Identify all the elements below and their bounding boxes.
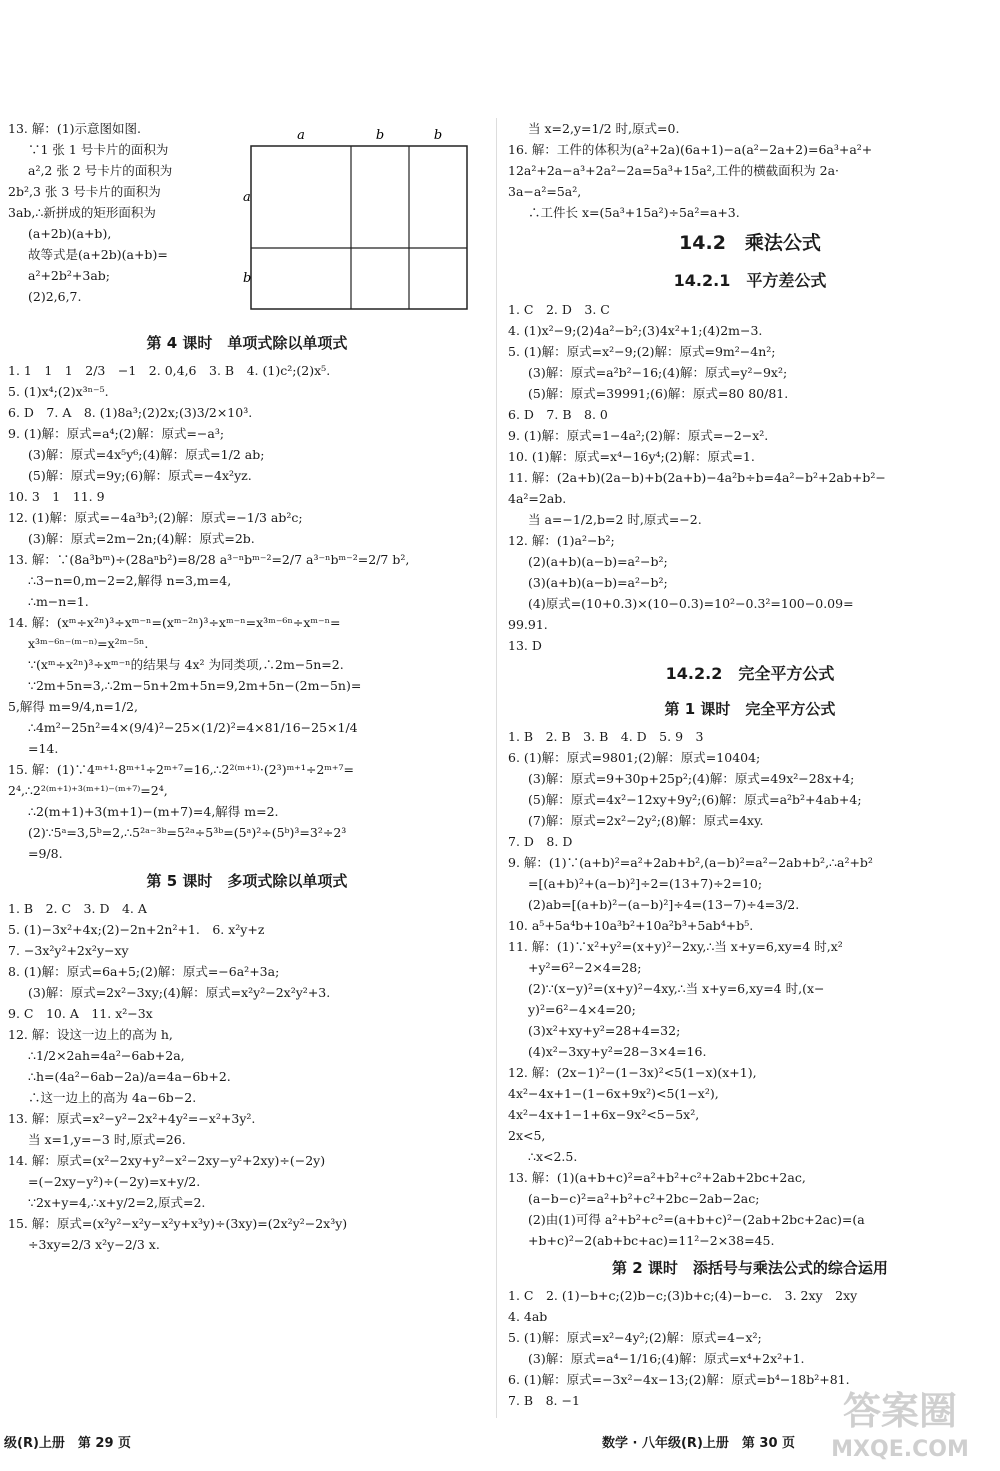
answer-line: ∴工件长 x=(5a³+15a²)÷5a²=a+3.: [528, 205, 740, 220]
answer-line: 9. (1)解：原式=a⁴;(2)解：原式=−a³;: [8, 426, 225, 441]
answer-line: (4)原式=(10+0.3)×(10−0.3)=10²−0.3²=100−0.09=: [528, 596, 854, 611]
answer-line: (7)解：原式=2x²−2y²;(8)解：原式=4xy.: [528, 813, 764, 828]
answer-line: (3)解：原式=a²b²−16;(4)解：原式=y²−9x²;: [528, 365, 788, 380]
answer-line: 4x²−4x+1−(1−6x+9x²)<5(1−x²),: [508, 1086, 719, 1101]
subsection-2-title: 14.2.2 完全平方公式: [665, 664, 835, 683]
answer-line: (3)解：原式=a⁴−1/16;(4)解：原式=x⁴+2x²+1.: [528, 1351, 805, 1366]
answer-line: ∵1 张 1 号卡片的面积为: [28, 142, 169, 157]
lesson-5-answers: [8, 898, 486, 1255]
answer-line: 6. (1)解：原式=−3x²−4x−13;(2)解：原式=b⁴−18b²+81.: [508, 1372, 850, 1387]
answer-line: 4. 4ab: [508, 1309, 548, 1324]
answer-line: (3)x²+xy+y²=28+4=32;: [528, 1023, 681, 1038]
answer-line: 2⁴,∴2²⁽ᵐ⁺¹⁾⁺³⁽ᵐ⁺¹⁾⁻⁽ᵐ⁺⁷⁾=2⁴,: [8, 783, 168, 798]
answer-line: (5)解：原式=4x²−12xy+9y²;(6)解：原式=a²b²+4ab+4;: [528, 792, 862, 807]
answer-line: 13. D: [508, 638, 542, 653]
answer-line: ∴3−n=0,m−2=2,解得 n=3,m=4,: [28, 573, 232, 588]
answer-line: 10. (1)解：原式=x⁴−16y⁴;(2)解：原式=1.: [508, 449, 755, 464]
answer-line: ∴2(m+1)+3(m+1)−(m+7)=4,解得 m=2.: [28, 804, 279, 819]
answer-line: 10. a⁵+5a⁴b+10a³b²+10a²b³+5ab⁴+b⁵.: [508, 918, 754, 933]
answer-line: x³ᵐ⁻⁶ⁿ⁻⁽ᵐ⁻ⁿ⁾=x²ᵐ⁻⁵ⁿ.: [28, 636, 149, 651]
answer-line: 12a²+2a−a³+2a²−2a=5a³+15a²,工件的横截面积为 2a·: [508, 163, 840, 178]
answer-line: 6. D 7. B 8. 0: [508, 407, 608, 422]
answer-line: ∴1/2×2ah=4a²−6ab+2a,: [28, 1048, 185, 1063]
watermark-logo: [810, 1378, 990, 1464]
answer-line: 15. 解：(1)∵4ᵐ⁺¹·8ᵐ⁺¹÷2ᵐ⁺⁷=16,∴2²⁽ᵐ⁺¹⁾·(2³)ᵐ⁺¹÷2ᵐ⁺⁷=: [8, 762, 355, 777]
answer-line: 99.91.: [508, 617, 548, 632]
answer-line: (3)(a+b)(a−b)=a²−b²;: [528, 575, 668, 590]
answer-line: 11. 解：(2a+b)(2a−b)+b(2a+b)−4a²b÷b=4a²−b²+2ab+b²−: [508, 470, 886, 485]
answer-line: 5,解得 m=9/4,n=1/2,: [8, 699, 138, 714]
answer-line: 9. C 10. A 11. x²−3x: [8, 1006, 153, 1021]
answer-line: 3ab,∴新拼成的矩形面积为: [8, 205, 156, 220]
answer-line: ∴这一边上的高为 4a−6b−2.: [28, 1090, 197, 1105]
answer-line: 7. B 8. −1: [508, 1393, 580, 1408]
answer-line: 15. 解：原式=(x²y²−x²y−x²y+x³y)÷(3xy)=(2x²y²−2x³y): [8, 1216, 348, 1231]
svg-text:答案圈: 答案圈: [842, 1389, 958, 1433]
answer-line: 5. (1)解：原式=x²−9;(2)解：原式=9m²−4n²;: [508, 344, 776, 359]
answer-line: (2)∵(x−y)²=(x+y)²−4xy,∴当 x+y=6,xy=4 时,(x−: [528, 981, 825, 996]
answer-line: (2)2,6,7.: [28, 289, 82, 304]
answer-line: (2)ab=[(a+b)²−(a−b)²]÷4=(13−7)÷4=3/2.: [528, 897, 800, 912]
answer-line: 13. 解：(1)示意图如图.: [8, 121, 142, 136]
answer-line: =14.: [28, 741, 59, 756]
subsection-1-answers: [508, 299, 992, 656]
answer-line: 当 a=−1/2,b=2 时,原式=−2.: [528, 512, 702, 527]
answer-line: ∴4m²−25n²=4×(9/4)²−25×(1/2)²=4×81/16−25×1/4: [28, 720, 358, 735]
answer-line: =(−2xy−y²)÷(−2y)=x+y/2.: [28, 1174, 201, 1189]
answer-line: (2)(a+b)(a−b)=a²−b²;: [528, 554, 668, 569]
answer-line: (4)x²−3xy+y²=28−3×4=16.: [528, 1044, 707, 1059]
lesson-1-title: 第 1 课时 完全平方公式: [664, 700, 836, 718]
answer-line: 10. 3 1 11. 9: [8, 489, 105, 504]
answer-line: (5)解：原式=39991;(6)解：原式=80 80/81.: [528, 386, 789, 401]
answer-line: 5. (1)x⁴;(2)x³ⁿ⁻⁵.: [8, 384, 109, 399]
answer-line: =[(a+b)²+(a−b)²]÷2=(13+7)÷2=10;: [528, 876, 763, 891]
answer-line: 7. D 8. D: [508, 834, 573, 849]
answer-line: (2)∵5ᵃ=3,5ᵇ=2,∴5²ᵃ⁻³ᵇ=5²ᵃ÷5³ᵇ=(5ᵃ)²÷(5ᵇ)³=3²÷2³: [28, 825, 347, 840]
answer-line: y)²=6²−4×4=20;: [528, 1002, 636, 1017]
question-13-text: [8, 118, 233, 316]
answer-line: ∴m−n=1.: [28, 594, 89, 609]
section-title: 14.2 乘法公式: [679, 232, 821, 254]
answer-line: 故等式是(a+2b)(a+b)=: [28, 247, 168, 262]
answer-line: (3)解：原式=2m−2n;(4)解：原式=2b.: [28, 531, 255, 546]
lesson-2-title: 第 2 课时 添括号与乘法公式的综合运用: [612, 1259, 888, 1277]
answer-line: (3)解：原式=4x⁵y⁶;(4)解：原式=1/2 ab;: [28, 447, 265, 462]
subsection-1-title: 14.2.1 平方差公式: [673, 271, 827, 290]
answer-line: 13. 解：∵(8a³bᵐ)÷(28aⁿb²)=8/28 a³⁻ⁿbᵐ⁻²=2/7 a³⁻ⁿbᵐ⁻²=2/7 b²,: [8, 552, 410, 567]
lesson-4-answers: [8, 360, 486, 864]
answer-line: 14. 解：(xᵐ÷x²ⁿ)³÷xᵐ⁻ⁿ=(xᵐ⁻²ⁿ)³÷xᵐ⁻ⁿ=x³ᵐ⁻⁶ⁿ÷xᵐ⁻ⁿ=: [8, 615, 341, 630]
answer-line: 5. (1)解：原式=x²−4y²;(2)解：原式=4−x²;: [508, 1330, 762, 1345]
answer-line: 当 x=1,y=−3 时,原式=26.: [28, 1132, 186, 1147]
rectangle-diagram: [243, 126, 473, 316]
answer-line: =9/8.: [28, 846, 63, 861]
column-divider: [496, 118, 497, 1418]
answer-line: a²+2b²+3ab;: [28, 268, 110, 283]
answer-line: 14. 解：原式=(x²−2xy+y²−x²−2xy−y²+2xy)÷(−2y): [8, 1153, 326, 1168]
answer-line: 4a²=2ab.: [508, 491, 567, 506]
answer-line: 6. D 7. A 8. (1)8a³;(2)2x;(3)3/2×10³.: [8, 405, 253, 420]
answer-line: 12. (1)解：原式=−4a³b³;(2)解：原式=−1/3 ab²c;: [8, 510, 303, 525]
answer-line: 1. 1 1 1 2/3 −1 2. 0,4,6 3. B 4. (1)c²;(2)x⁵.: [8, 363, 331, 378]
answer-line: 4x²−4x+1−1+6x−9x²<5−5x²,: [508, 1107, 700, 1122]
lesson-4-title: 第 4 课时 单项式除以单项式: [146, 334, 348, 352]
answer-line: (3)解：原式=9+30p+25p²;(4)解：原式=49x²−28x+4;: [528, 771, 855, 786]
question-13-block: [8, 118, 486, 316]
right-column: [508, 118, 992, 1411]
svg-text:MXQE.COM: MXQE.COM: [831, 1437, 969, 1462]
answer-line: 12. 解：(2x−1)²−(1−3x)²<5(1−x)(x+1),: [508, 1065, 757, 1080]
answer-line: 2x<5,: [508, 1128, 546, 1143]
lesson-1-answers: [508, 726, 992, 1251]
answer-line: (5)解：原式=9y;(6)解：原式=−4x²yz.: [28, 468, 252, 483]
answer-line: ∴x<2.5.: [528, 1149, 578, 1164]
footer-left-page-label: 级(R)上册 第 29 页: [4, 1436, 132, 1451]
answer-line: 12. 解：(1)a²−b²;: [508, 533, 615, 548]
answer-line: ∴h=(4a²−6ab−2a)/a=4a−6b+2.: [28, 1069, 231, 1084]
answer-line: 1. C 2. D 3. C: [508, 302, 610, 317]
diagram-top-label-a: a: [297, 128, 305, 143]
answer-line: +y²=6²−2×4=28;: [528, 960, 642, 975]
left-column: [8, 118, 486, 1255]
answer-line: 8. (1)解：原式=6a+5;(2)解：原式=−6a²+3a;: [8, 964, 280, 979]
diagram-side-label-a: a: [243, 190, 251, 205]
footer-right-page-label: 数学 · 八年级(R)上册 第 30 页: [602, 1436, 796, 1451]
answer-line: ÷3xy=2/3 x²y−2/3 x.: [28, 1237, 160, 1252]
answer-line: 12. 解：设这一边上的高为 h,: [8, 1027, 173, 1042]
answer-line: ∵2x+y=4,∴x+y/2=2,原式=2.: [28, 1195, 206, 1210]
diagram-side-label-b: b: [243, 271, 252, 286]
answer-line: +b+c)²−2(ab+bc+ac)=11²−2×38=45.: [528, 1233, 775, 1248]
answer-line: 13. 解：原式=x²−y²−2x²+4y²=−x²+3y².: [8, 1111, 256, 1126]
answer-line: ∵2m+5n=3,∴2m−5n+2m+5n=9,2m+5n−(2m−5n)=: [28, 678, 362, 693]
answer-line: 13. 解：(1)(a+b+c)²=a²+b²+c²+2ab+2bc+2ac,: [508, 1170, 806, 1185]
answer-line: (a−b−c)²=a²+b²+c²+2bc−2ab−2ac;: [528, 1191, 760, 1206]
answer-line: 2b²,3 张 3 号卡片的面积为: [8, 184, 161, 199]
answer-line: 9. (1)解：原式=1−4a²;(2)解：原式=−2−x².: [508, 428, 769, 443]
answer-line: 6. (1)解：原式=9801;(2)解：原式=10404;: [508, 750, 761, 765]
answer-line: 1. B 2. B 3. B 4. D 5. 9 3: [508, 729, 704, 744]
diagram-top-label-b1: b: [375, 128, 385, 143]
answer-line: 当 x=2,y=1/2 时,原式=0.: [528, 121, 680, 136]
answer-line: 3a−a²=5a²,: [508, 184, 582, 199]
continued-answers: [508, 118, 992, 223]
lesson-5-title: 第 5 课时 多项式除以单项式: [146, 872, 348, 890]
answer-line: 11. 解：(1)∵x²+y²=(x+y)²−2xy,∴当 x+y=6,xy=4 时,x²: [508, 939, 843, 954]
diagram-top-label-b2: b: [433, 128, 443, 143]
answer-line: 4. (1)x²−9;(2)4a²−b²;(3)4x²+1;(4)2m−3.: [508, 323, 763, 338]
answer-line: 5. (1)−3x²+4x;(2)−2n+2n²+1. 6. x²y+z: [8, 922, 265, 937]
answer-line: (a+2b)(a+b),: [28, 226, 112, 241]
answer-line: 9. 解：(1)∵(a+b)²=a²+2ab+b²,(a−b)²=a²−2ab+b²,∴a²+b²: [508, 855, 873, 870]
answer-line: 16. 解：工件的体积为(a²+2a)(6a+1)−a(a²−2a+2)=6a³+a²+: [508, 142, 873, 157]
answer-line: 1. C 2. (1)−b+c;(2)b−c;(3)b+c;(4)−b−c. 3. 2xy 2xy: [508, 1288, 858, 1303]
answer-line: 7. −3x²y²+2x²y−xy: [8, 943, 129, 958]
answer-line: ∵(xᵐ÷x²ⁿ)³÷xᵐ⁻ⁿ的结果与 4x² 为同类项,∴2m−5n=2.: [28, 657, 344, 672]
answer-line: (3)解：原式=2x²−3xy;(4)解：原式=x²y²−2x²y²+3.: [28, 985, 331, 1000]
answer-line: 1. B 2. C 3. D 4. A: [8, 901, 147, 916]
answer-line: a²,2 张 2 号卡片的面积为: [28, 163, 173, 178]
answer-line: (2)由(1)可得 a²+b²+c²=(a+b+c)²−(2ab+2bc+2ac)=(a: [528, 1212, 865, 1227]
